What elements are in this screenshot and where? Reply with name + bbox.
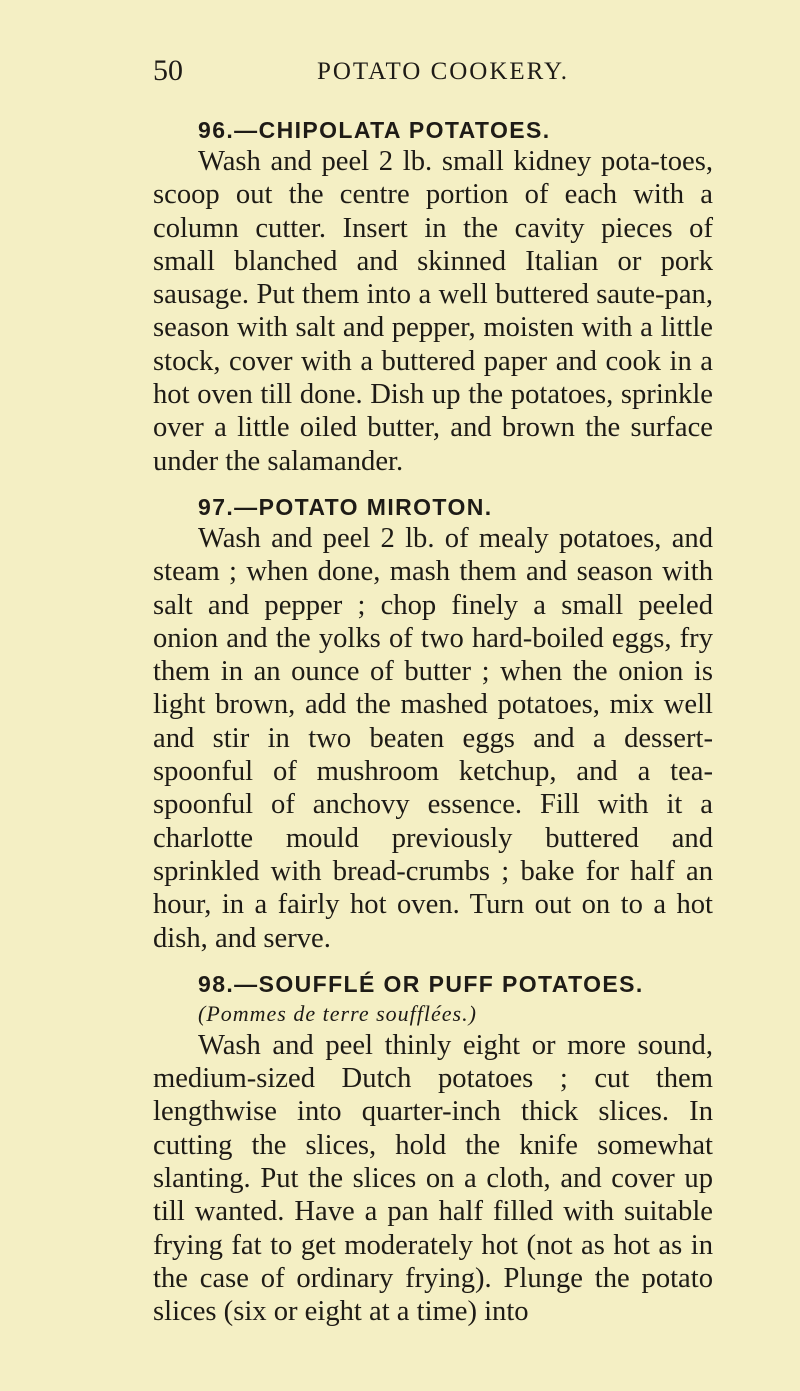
recipe-subtitle: (Pommes de terre soufflées.) xyxy=(198,1000,477,1026)
recipe-text: Wash and peel 2 lb. small kidney pota-toes, scoop out the centre portion of each with a column cutter. Insert in the cavity pieces of small blanched and skinned Italian or pork sausage. Put them into a well buttered saute-pan, season with salt and pepper, moisten with a little stock, cover with a buttered paper and cook in a hot oven till done. Dish up the potatoes, sprinkle over a little oiled butter, and brown the surface under the salamander. xyxy=(153,146,713,477)
running-head xyxy=(153,54,713,94)
recipe-text: Wash and peel 2 lb. of mealy potatoes, and steam ; when done, mash them and season with salt and pepper ; chop finely a small peeled onion and the yolks of two hard-boiled eggs, fry them in an ounce of butter ; when the onion is light brown, add the mashed potatoes, mix well and stir in two beaten eggs and a dessert-spoonful of mushroom ketchup, and a tea-spoonful of anchovy essence. Fill with it a charlotte mould previously buttered and sprinkled with bread-crumbs ; bake for half an hour, in a fairly hot oven. Turn out on to a hot dish, and serve. xyxy=(153,522,713,954)
recipe-heading: 96.—CHIPOLATA POTATOES. xyxy=(198,117,551,143)
recipe-heading: 98.—SOUFFLÉ OR PUFF POTATOES. xyxy=(198,970,644,997)
running-title: POTATO COOKERY. xyxy=(316,58,570,85)
recipe-96 xyxy=(153,115,713,478)
recipe-98 xyxy=(153,969,713,1329)
page-content xyxy=(153,115,713,1343)
recipe-97 xyxy=(153,492,713,955)
recipe-text: Wash and peel thinly eight or more sound, medium-sized Dutch potatoes ; cut them lengthwise into quarter-inch thick slices. In cutting the slices, hold the knife somewhat slanting. Put the slices on a cloth, and cover up till wanted. Have a pan half filled with suitable frying fat to get moderately hot (not as hot as in the case of ordinary frying). Plunge the potato slices (six or eight at a time) into xyxy=(153,1029,713,1328)
page-number: 50 xyxy=(153,54,183,87)
recipe-heading: 97.—POTATO MIROTON. xyxy=(198,493,493,520)
